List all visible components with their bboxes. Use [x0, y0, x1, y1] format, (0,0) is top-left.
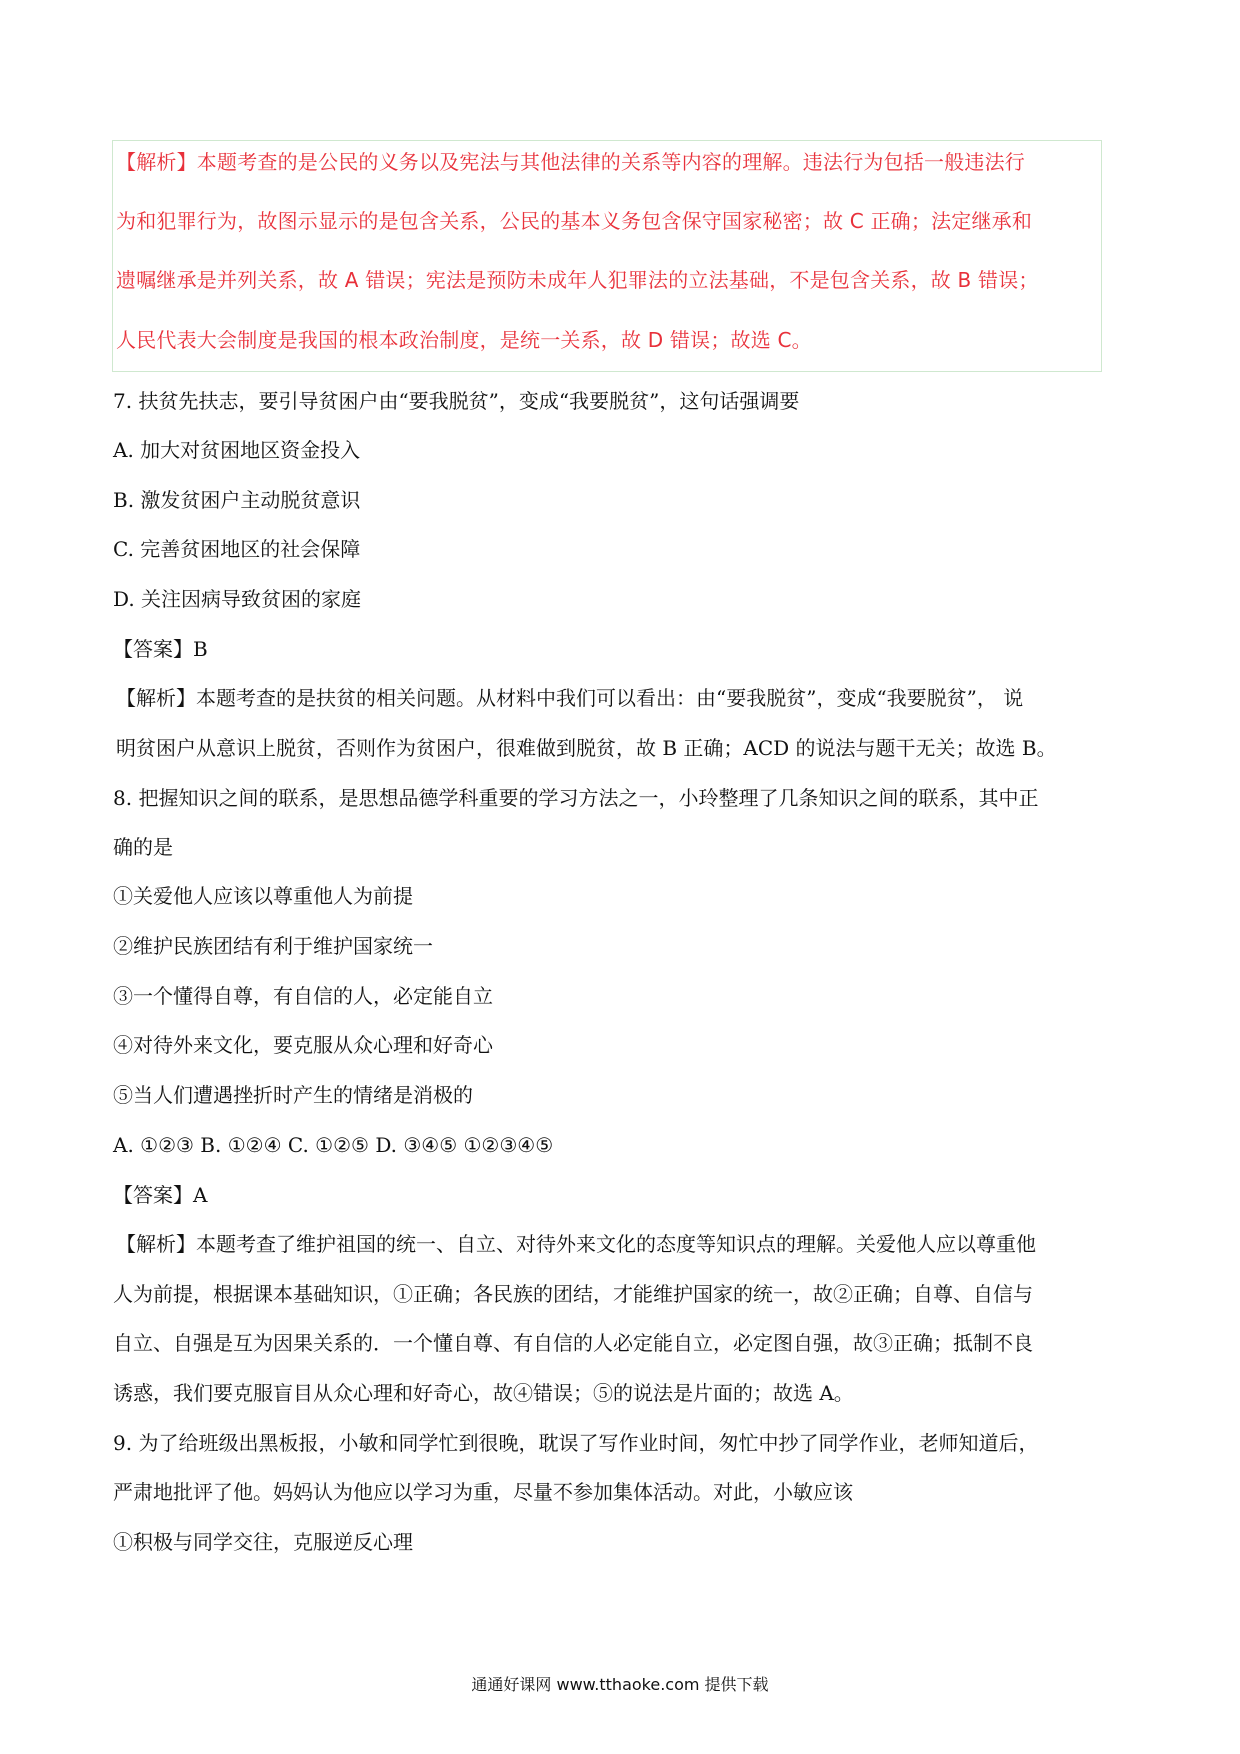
question-7-option-d: D. 关注因病导致贫困的家庭: [113, 587, 362, 611]
question-7-analysis-line: 【解析】本题考查的是扶贫的相关问题。从材料中我们可以看出：由“要我脱贫”，变成“我要脱贫”， 说: [116, 686, 1024, 710]
red-analysis-line: 遗嘱继承是并列关系，故 A 错误；宪法是预防未成年人犯罪法的立法基础，不是包含关系，故 B 错误；: [116, 268, 1039, 292]
question-8-item: ①关爱他人应该以尊重他人为前提: [113, 884, 413, 908]
question-8-answer: 【答案】A: [113, 1183, 208, 1207]
question-8-stem-line: 8. 把握知识之间的联系，是思想品德学科重要的学习方法之一，小玲整理了几条知识之间的联系，其中正: [113, 786, 1039, 810]
question-8-stem-line: 确的是: [113, 835, 173, 859]
question-7-option-c: C. 完善贫困地区的社会保障: [113, 537, 361, 561]
question-9-item: ①积极与同学交往，克服逆反心理: [113, 1530, 413, 1554]
question-7-stem: 7. 扶贫先扶志，要引导贫困户由“要我脱贫”，变成“我要脱贫”，这句话强调要: [113, 389, 800, 413]
question-8-analysis-line: 【解析】本题考查了维护祖国的统一、自立、对待外来文化的态度等知识点的理解。关爱他人应以尊重他: [116, 1232, 1036, 1256]
question-7-analysis-line: 明贫困户从意识上脱贫，否则作为贫困户，很难做到脱贫，故 B 正确；ACD 的说法与题干无关；故选 B。: [116, 736, 1057, 760]
question-8-analysis-line: 人为前提，根据课本基础知识，①正确；各民族的团结，才能维护国家的统一，故②正确；自尊、自信与: [113, 1282, 1033, 1306]
red-analysis-line: 人民代表大会制度是我国的根本政治制度，是统一关系，故 D 错误；故选 C。: [116, 328, 812, 352]
red-analysis-line: 为和犯罪行为，故图示显示的是包含关系，公民的基本义务包含保守国家秘密；故 C 正确；法定继承和: [116, 209, 1033, 233]
question-8-item: ④对待外来文化，要克服从众心理和好奇心: [113, 1033, 493, 1057]
question-7-option-b: B. 激发贫困户主动脱贫意识: [113, 488, 361, 512]
question-7-answer: 【答案】B: [113, 637, 208, 661]
question-9-stem-line: 9. 为了给班级出黑板报，小敏和同学忙到很晚，耽误了写作业时间，匆忙中抄了同学作业，老师知道后，: [113, 1431, 1039, 1455]
red-analysis-line: 【解析】本题考查的是公民的义务以及宪法与其他法律的关系等内容的理解。违法行为包括一般违法行: [116, 150, 1025, 174]
page-footer: 通通好课网 www.tthaoke.com 提供下载: [471, 1675, 769, 1694]
question-8-analysis-line: 自立、自强是互为因果关系的．一个懂自尊、有自信的人必定能自立，必定图自强，故③正确；抵制不良: [113, 1331, 1033, 1355]
question-8-item: ②维护民族团结有利于维护国家统一: [113, 934, 433, 958]
question-8-options: A. ①②③ B. ①②④ C. ①②⑤ D. ③④⑤ ①②③④⑤: [113, 1133, 554, 1157]
question-7-option-a: A. 加大对贫困地区资金投入: [113, 438, 361, 462]
question-8-item: ③一个懂得自尊，有自信的人，必定能自立: [113, 984, 493, 1008]
question-8-item: ⑤当人们遭遇挫折时产生的情绪是消极的: [113, 1083, 473, 1107]
question-8-analysis-line: 诱惑，我们要克服盲目从众心理和好奇心，故④错误；⑤的说法是片面的；故选 A。: [113, 1381, 854, 1405]
question-9-stem-line: 严肃地批评了他。妈妈认为他应以学习为重，尽量不参加集体活动。对此，小敏应该: [113, 1480, 853, 1504]
